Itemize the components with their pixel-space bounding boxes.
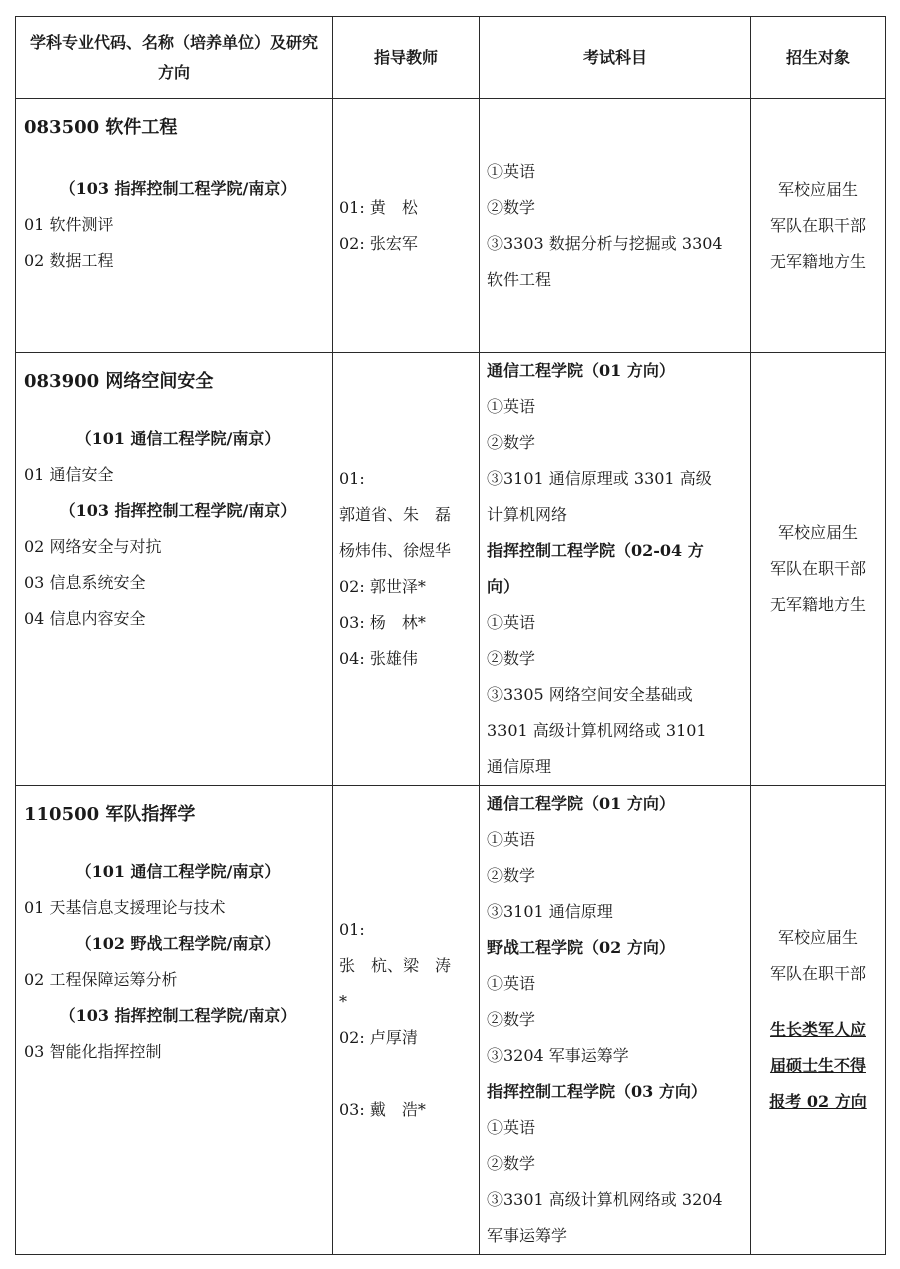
exam-school-heading: 向） [487,577,520,596]
exam-subject: ③3101 通信原理 [487,902,613,921]
target-cell [751,353,886,786]
target-group: 军校应届生 [777,523,858,542]
exam-subject: 军事运筹学 [487,1226,568,1245]
advisor-entry: 张 杭、梁 涛 [339,956,452,975]
research-direction: 02 数据工程 [24,251,114,270]
restriction-note: 报考 02 方向 [769,1092,867,1111]
exam-school-heading: 指挥控制工程学院（02-04 方 [487,541,704,560]
research-direction: 01 通信安全 [24,465,114,484]
exam-school-heading: 野战工程学院（02 方向） [487,938,675,957]
advisor-cell [333,353,480,786]
advisor-entry: 03: 戴 浩* [339,1100,426,1119]
target-group: 军队在职干部 [769,559,866,578]
advisor-list [339,190,479,262]
major-cell [16,99,333,353]
major-cell [16,786,333,1255]
admissions-table [15,16,886,1255]
exam-subject: 3301 高级计算机网络或 3101 [487,721,707,740]
training-unit: （103 指挥控制工程学院/南京） [59,1006,297,1025]
restriction-note: 届硕士生不得 [769,1056,866,1075]
major-code: 110500 军队指挥学 [24,804,196,825]
target-group: 军校应届生 [777,179,858,199]
training-unit: （103 指挥控制工程学院/南京） [59,501,297,520]
advisor-entry [339,1056,479,1092]
exam-subject: ①英语 [487,397,536,416]
header-col-exams: 考试科目 [480,17,751,99]
advisor-entry: 02: 卢厚清 [339,1028,418,1047]
exam-subject: ③3301 高级计算机网络或 3204 [487,1190,723,1209]
table-row [16,99,886,353]
exam-school-heading: 通信工程学院（01 方向） [487,794,675,813]
advisor-list [339,912,479,1128]
advisor-entry: 04: 张雄伟 [339,649,418,668]
exam-cell [480,353,751,786]
advisor-entry: 郭道省、朱 磊 [339,505,452,524]
research-direction: 02 工程保障运筹分析 [24,970,178,989]
training-unit: （103 指挥控制工程学院/南京） [59,179,297,198]
spacer [751,992,885,1012]
target-cell [751,99,886,353]
exam-subject: ②数学 [487,433,536,452]
header-col-major [16,17,333,99]
exam-subject: ②数学 [487,1154,536,1173]
exam-subject: 通信原理 [487,757,552,776]
advisor-entry: 02: 郭世泽* [339,577,426,596]
table-row [16,786,886,1255]
major-code: 083900 网络空间安全 [24,371,214,392]
exam-subject: ②数学 [487,649,536,668]
advisor-entry: 杨炜伟、徐煜华 [339,541,452,560]
table-row [16,353,886,786]
exam-subject: ①英语 [487,830,536,849]
exam-subject: ①英语 [487,161,536,181]
exam-subject: ②数学 [487,1010,536,1029]
training-unit: （101 通信工程学院/南京） [75,429,281,448]
exam-subject: 计算机网络 [487,505,568,524]
restriction-note: 生长类军人应 [769,1020,866,1039]
major-cell [16,353,333,786]
exam-school-heading: 指挥控制工程学院（03 方向） [487,1082,707,1101]
target-group: 军队在职干部 [769,215,866,235]
training-unit: （102 野战工程学院/南京） [75,934,281,953]
header-col-advisor: 指导教师 [333,17,480,99]
exam-subject: ①英语 [487,1118,536,1137]
exam-subject: ③3101 通信原理或 3301 高级 [487,469,712,488]
exam-subject: ③3303 数据分析与挖掘或 3304 [487,233,723,253]
exam-subject: ①英语 [487,974,536,993]
research-direction: 03 信息系统安全 [24,573,146,592]
target-cell [751,786,886,1255]
target-group: 军队在职干部 [769,964,866,983]
target-group: 军校应届生 [777,928,858,947]
training-unit: （101 通信工程学院/南京） [75,862,281,881]
advisor-entry: 02: 张宏军 [339,233,418,253]
research-direction: 04 信息内容安全 [24,609,146,628]
research-direction: 01 天基信息支援理论与技术 [24,898,226,917]
research-direction: 03 智能化指挥控制 [24,1042,162,1061]
exam-subject: ①英语 [487,613,536,632]
target-group: 无军籍地方生 [769,595,866,614]
advisor-entry: 01: [339,469,365,488]
exam-subject: ③3204 军事运筹学 [487,1046,629,1065]
exam-subject: 软件工程 [487,269,552,289]
header-col-target: 招生对象 [751,17,886,99]
exam-cell [480,99,751,353]
exam-cell [480,786,751,1255]
advisor-entry: 01: [339,920,365,939]
research-direction: 01 软件测评 [24,215,114,234]
research-direction: 02 网络安全与对抗 [24,537,162,556]
exam-subject: ②数学 [487,197,536,217]
advisor-entry: 03: 杨 林* [339,613,426,632]
advisor-entry: 01: 黄 松 [339,197,418,217]
advisor-cell [333,786,480,1255]
major-code: 083500 软件工程 [24,117,178,138]
advisor-entry: * [339,992,347,1011]
advisor-cell [333,99,480,353]
exam-subject: ③3305 网络空间安全基础或 [487,685,693,704]
exam-subject: ②数学 [487,866,536,885]
advisor-list [339,461,479,677]
target-group: 无军籍地方生 [769,251,866,271]
header-col-major-label: 学科专业代码、名称（培养单位）及研究方向 [30,32,319,82]
header-row [16,17,886,99]
exam-school-heading: 通信工程学院（01 方向） [487,361,675,380]
